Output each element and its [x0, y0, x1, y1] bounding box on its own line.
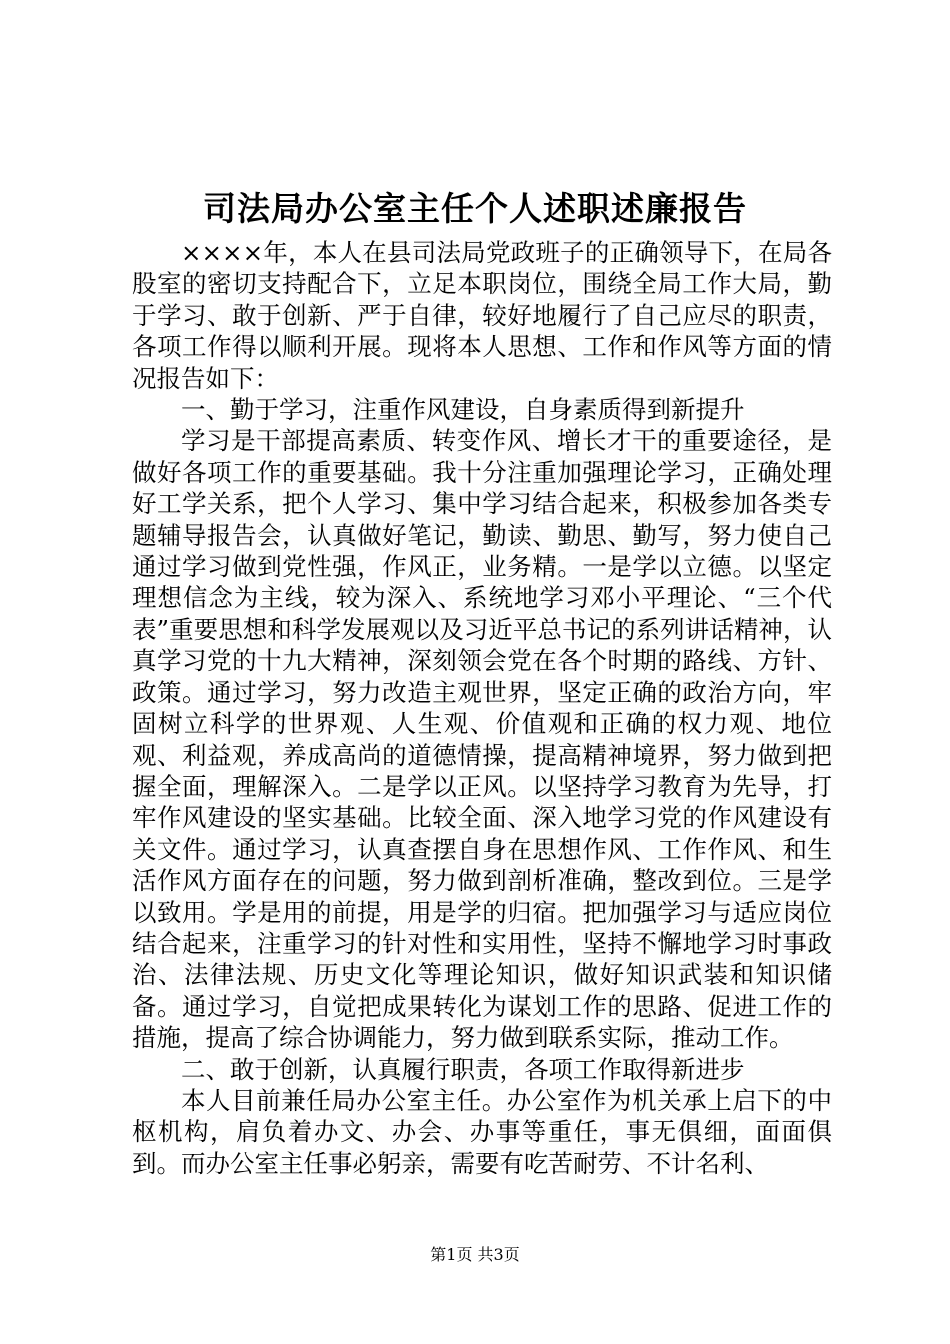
document-title: 司法局办公室主任个人述职述廉报告 [203, 189, 747, 228]
section-heading-2: 二、敢于创新，认真履行职责，各项工作取得新进步 [181, 1054, 745, 1084]
section-heading-1: 一、勤于学习，注重作风建设，自身素质得到新提升 [181, 395, 745, 425]
section-2-paragraph: 本人目前兼任局办公室主任。办公室作为机关承上启下的中枢机构，肩负着办文、办会、办事等重任，事无俱细，面面俱到。而办公室主任事必躬亲，需要有吃苦耐劳、不计名利、 [132, 1085, 832, 1178]
intro-paragraph: ××××年，本人在县司法局党政班子的正确领导下，在局各股室的密切支持配合下，立足本职岗位，围绕全局工作大局，勤于学习、敢于创新、严于自律，较好地履行了自己应尽的职责，各项工作得以顺利开展。现将本人思想、工作和作风等方面的情况报告如下： [132, 238, 832, 393]
section-1-paragraph: 学习是干部提高素质、转变作风、增长才干的重要途径，是做好各项工作的重要基础。我十分注重加强理论学习，正确处理好工学关系，把个人学习、集中学习结合起来，积极参加各类专题辅导报告会，认真做好笔记，勤读、勤思、勤写，努力使自己通过学习做到党性强，作风正，业务精。一是学以立德。以坚定理想信念为主线，较为深入、系统地学习邓小平理论、“三个代表”重要思想和科学发展观以及习近平总书记的系列讲话精神，认真学习党的十九大精神，深刻领会党在各个时期的路线、方针、政策。通过学习，努力改造主观世界，坚定正确的政治方向，牢固树立科学的世界观、人生观、价值观和正确的权力观、地位观、利益观，养成高尚的道德情操，提高精神境界，努力做到把握全面，理解深入。二是学以正风。以坚持学习教育为先导，打牢作风建设的坚实基础。比较全面、深入地学习党的作风建设有关文件。通过学习，认真查摆自身在思想作风、工作作风、和生活作风方面存在的问题，努力做到剖析准确，整改到位。三是学以致用。学是用的前提，用是学的归宿。把加强学习与适应岗位结合起来，注重学习的针对性和实用性，坚持不懈地学习时事政治、法律法规、历史文化等理论知识，做好知识武装和知识储备。通过学习，自觉把成果转化为谋划工作的思路、促进工作的措施，提高了综合协调能力，努力做到联系实际，推动工作。 [132, 426, 832, 1053]
document-body [132, 237, 832, 1179]
page-number-footer: 第1页 共3页 [430, 1245, 520, 1264]
